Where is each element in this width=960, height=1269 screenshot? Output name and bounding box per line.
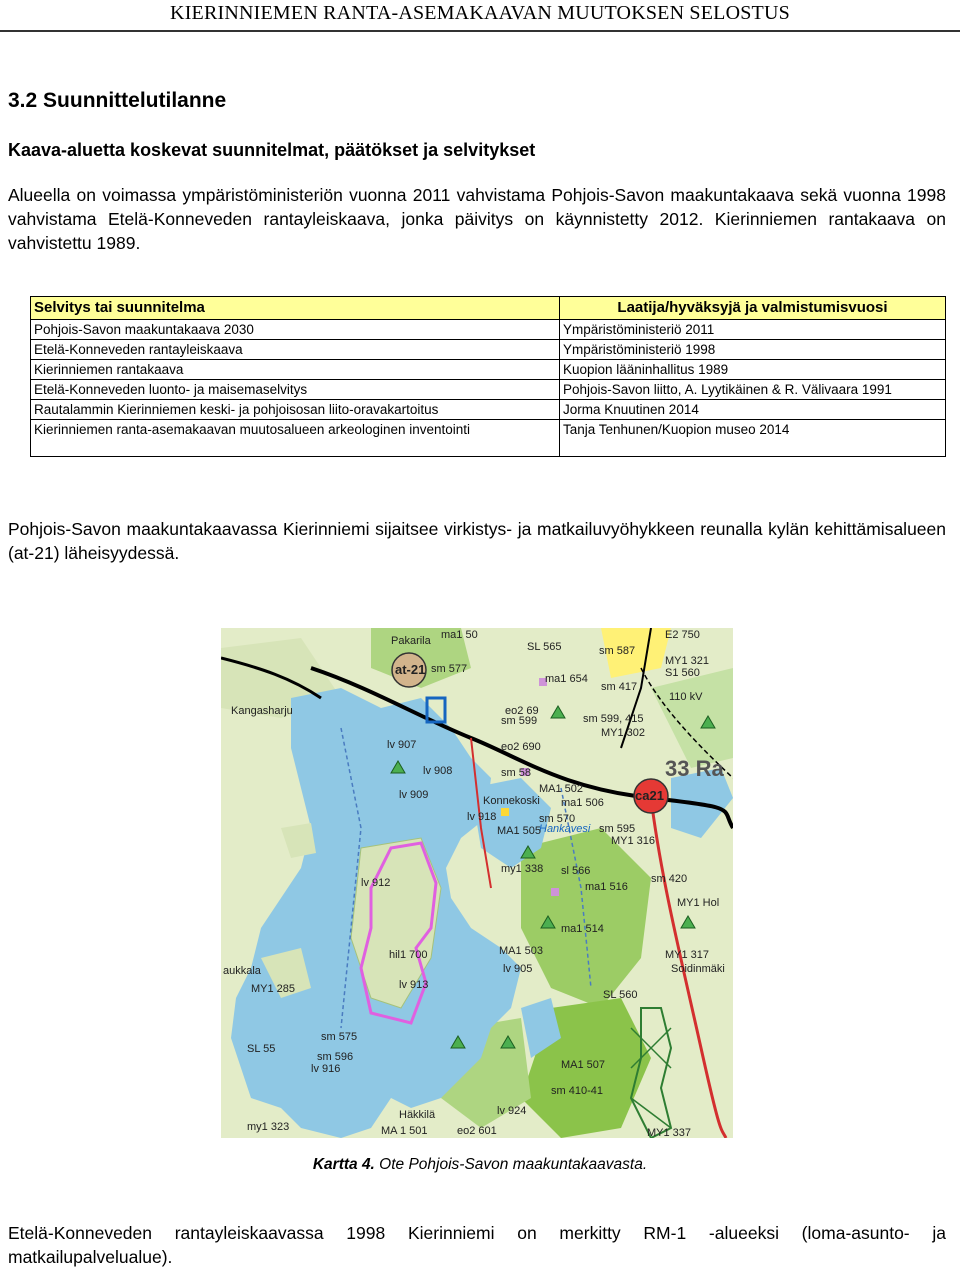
document-header: KIERINNIEMEN RANTA-ASEMAKAAVAN MUUTOKSEN SELOSTUS	[170, 2, 790, 24]
map-label-ra: 33 Ra	[665, 756, 724, 781]
caption-prefix: Kartta 4.	[312, 1156, 375, 1173]
map-label-haukkala: aukkala	[223, 965, 261, 977]
map-label-ma1-516: ma1 516	[585, 881, 628, 893]
map-label-eo2601: eo2 601	[457, 1125, 497, 1137]
table-cell-author: Ympäristöministeriö 2011	[560, 320, 946, 340]
table-row	[31, 420, 946, 457]
map-label-eo269: eo2 69	[505, 705, 539, 717]
map-label-lv905: lv 905	[503, 963, 533, 975]
map-label-ma1-502: MA1 502	[539, 783, 584, 795]
map-label-sm595: sm 595	[599, 823, 636, 835]
table-row	[31, 320, 946, 340]
table-cell-author: Kuopion lääninhallitus 1989	[560, 360, 946, 380]
table-header-plan: Selvitys tai suunnitelma	[31, 297, 560, 320]
map-label-my1-302: MY1 302	[601, 727, 646, 739]
table-cell-author: Ympäristöministeriö 1998	[560, 340, 946, 360]
map-label-my1-317b: MY1 317	[665, 949, 710, 961]
map-label-ca21: ca21	[635, 788, 664, 803]
map-label-my1321: MY1 321	[665, 655, 710, 667]
map-label-sm410: sm 410-41	[551, 1085, 603, 1097]
map-label-hankavesi: Hankavesi	[539, 823, 591, 835]
map-label-ma1-501: MA 1 501	[381, 1125, 428, 1137]
map-label-ma1-503: MA1 503	[499, 945, 544, 957]
map-label-lv918: lv 918	[467, 811, 497, 823]
map-label-ma1-507: MA1 507	[561, 1059, 606, 1071]
map-label-sm587: sm 587	[599, 645, 636, 657]
map-label-lv916: lv 916	[311, 1063, 341, 1075]
table-cell-plan: Kierinniemen rantakaava	[31, 360, 560, 380]
map-label-my1-337: MY1 337	[647, 1127, 692, 1138]
map-label-sm417: sm 417	[601, 681, 638, 693]
map-label-kangasharju: Kangasharju	[231, 705, 293, 717]
map-label-lv913: lv 913	[399, 979, 429, 991]
map-label-sm570: sm 570	[539, 813, 576, 825]
table-cell-plan: Rautalammin Kierinniemen keski- ja pohjoisosan liito-oravakartoitus	[31, 400, 560, 420]
plans-table	[30, 296, 946, 457]
map-label-sm596: sm 596	[317, 1051, 354, 1063]
map-label-ma1-654: ma1 654	[545, 673, 588, 685]
table-row	[31, 340, 946, 360]
table-cell-author: Pohjois-Savon liitto, A. Lyytikäinen & R. Välivaara 1991	[560, 380, 946, 400]
map-label-lv924: lv 924	[497, 1105, 527, 1117]
table-cell-plan: Pohjois-Savon maakuntakaava 2030	[31, 320, 560, 340]
map-label-lv908: lv 908	[423, 765, 453, 777]
map-label-sm599-415: sm 599, 415	[583, 713, 644, 725]
map-label-konnekoski: Konnekoski	[483, 795, 540, 807]
map-label-pakarila: Pakarila	[391, 635, 431, 647]
map-caption	[0, 1156, 960, 1174]
map-label-sl565: SL 565	[527, 641, 562, 653]
caption-text: Ote Pohjois-Savon maakuntakaavasta.	[374, 1156, 648, 1173]
header-rule	[0, 30, 960, 32]
map-label-my1-323: my1 323	[247, 1121, 290, 1133]
intro-paragraph: Alueella on voimassa ympäristöministeriön vuonna 2011 vahvistama Pohjois-Savon maakuntakaava sekä vuonna 1998 vahvistama Etelä-Konneveden rantayleiskaava, jonka päivitys on käynnistetty 2012. Kierinniemen rantakaava on vahvistettu 1989.	[8, 185, 946, 253]
map-label-sl560: SL 560	[603, 989, 638, 1001]
map-label-sm599: sm 599	[501, 715, 538, 727]
table-cell-plan: Etelä-Konneveden rantayleiskaava	[31, 340, 560, 360]
table-header-author: Laatija/hyväksyjä ja valmistumisvuosi	[560, 297, 946, 320]
map-label-sm420: sm 420	[651, 873, 688, 885]
map-label-s1560: S1 560	[665, 667, 700, 679]
map-label-soidinmaki: Soidinmäki	[671, 963, 725, 975]
map-label-hakkila: Häkkilä	[399, 1109, 436, 1121]
table-cell-plan: Kierinniemen ranta-asemakaavan muutosalueen arkeologinen inventointi	[31, 420, 560, 457]
section-subheading: Kaava-aluetta koskevat suunnitelmat, päätökset ja selvitykset	[8, 140, 536, 160]
map-label-ma1-505: MA1 505	[497, 825, 542, 837]
map-label-my1-285: MY1 285	[251, 983, 296, 995]
map-label-ma1-506: ma1 506	[561, 797, 604, 809]
map-label-110kv: 110 kV	[669, 691, 703, 703]
table-cell-plan: Etelä-Konneveden luonto- ja maisemaselvitys	[31, 380, 560, 400]
map-label-hol: MY1 Hol	[677, 897, 720, 909]
section-heading: 3.2 Suunnittelutilanne	[8, 89, 227, 112]
map-label-hill700: hil1 700	[389, 949, 428, 961]
table-row	[31, 360, 946, 380]
shore-plan-paragraph: Etelä-Konneveden rantayleiskaavassa 1998 Kierinniemi on merkitty RM-1 -alueeksi (loma-asunto- ja matkailupalvelualue).	[8, 1223, 946, 1267]
map-label-sl566: sl 566	[561, 865, 591, 877]
map-label-ma1-50: ma1 50	[441, 629, 478, 641]
map-label-at21: at-21	[395, 662, 426, 677]
map-label-sm577: sm 577	[431, 663, 468, 675]
map-label-e2750: E2 750	[665, 629, 700, 641]
map-label-lv907: lv 907	[387, 739, 417, 751]
regional-plan-map	[221, 628, 733, 1138]
table-cell-author: Tanja Tenhunen/Kuopion museo 2014	[560, 420, 946, 457]
table-cell-author: Jorma Knuutinen 2014	[560, 400, 946, 420]
table-header-row	[31, 297, 946, 320]
map-label-my1-316: MY1 316	[611, 835, 656, 847]
table-row	[31, 400, 946, 420]
map-label-sm575: sm 575	[321, 1031, 358, 1043]
table-row	[31, 380, 946, 400]
map-label-lv912: lv 912	[361, 877, 391, 889]
map-label-lv909: lv 909	[399, 789, 429, 801]
map-label-sm58: sm 58	[501, 767, 531, 779]
map-label-ma1-514: ma1 514	[561, 923, 604, 935]
map-label-sl55: SL 55	[247, 1043, 276, 1055]
map-label-eo2690: eo2 690	[501, 741, 541, 753]
map-label-my1-338: my1 338	[501, 863, 544, 875]
regional-plan-paragraph: Pohjois-Savon maakuntakaavassa Kierinniemi sijaitsee virkistys- ja matkailuvyöhykkeen reunalla kylän kehittämisalueen (at-21) läheisyydessä.	[8, 519, 946, 563]
